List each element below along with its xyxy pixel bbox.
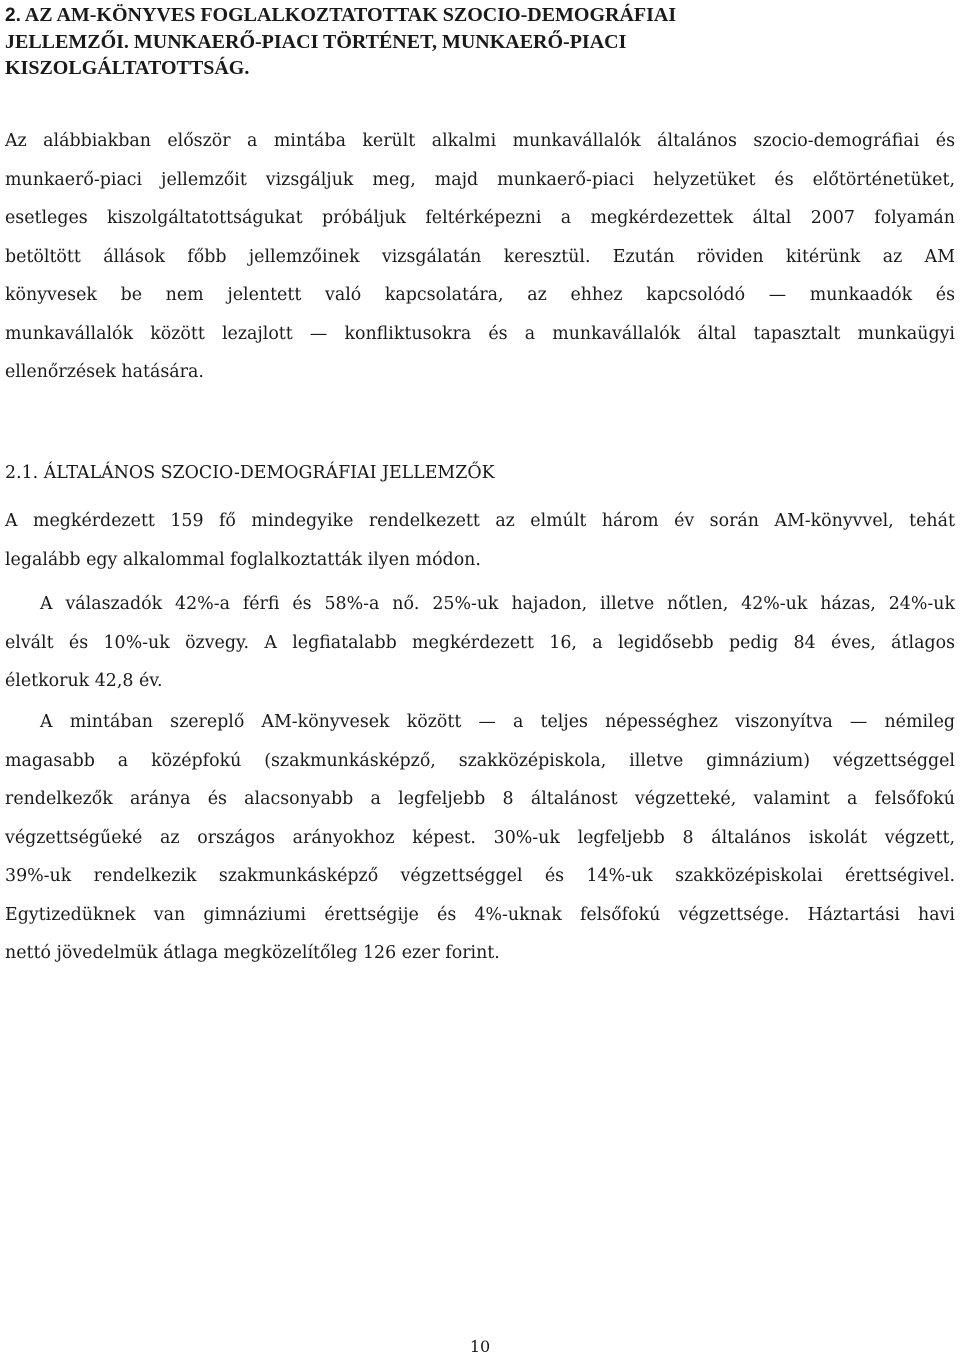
intro-line: ellenőrzések hatására. [5,362,204,382]
paragraph-education [5,703,955,973]
page-number: 10 [469,1337,491,1356]
paragraph-line: nettó jövedelmük átlaga megközelítőleg 126 ezer forint. [5,943,500,963]
paragraph-line: A mintában szereplő AM-könyvesek között — a teljes népességhez viszonyítva — némileg [40,712,955,732]
intro-line: könyvesek be nem jelentett való kapcsolatára, az ehhez kapcsolódó — munkaadók és [5,285,955,305]
intro-line: Az alábbiakban először a mintába került alkalmi munkavállalók általános szocio-demográfiai és [5,131,955,151]
paragraph-sample-size [5,502,955,579]
paragraph-line: A megkérdezett 159 fő mindegyike rendelkezett az elmúlt három év során AM-könyvvel, tehát [5,511,955,531]
chapter-title-text-1: AZ AM-KÖNYVES FOGLALKOZTATOTTAK SZOCIO-DEMOGRÁFIAI [24,4,677,26]
intro-line: munkaerő-piaci jellemzőit vizsgáljuk meg, majd munkaerő-piaci helyzetüket és előtörténetüket, [5,169,955,190]
paragraph-line: rendelkezők aránya és alacsonyabb a legfeljebb 8 általánost végzetteké, valamint a felsőfokú [5,789,955,809]
chapter-number: 2. [5,5,21,26]
paragraph-line: 39%-uk rendelkezik szakmunkásképző végzettséggel és 14%-uk szakközépiskolai érettségivel. [5,866,955,886]
intro-line: munkavállalók között lezajlott — konfliktusokra és a munkavállalók által tapasztalt munkaügyi [5,323,955,344]
chapter-title [5,2,905,81]
section-heading: 2.1. ÁLTALÁNOS SZOCIO-DEMOGRÁFIAI JELLEMZŐK [5,463,495,483]
intro-line: betöltött állások főbb jellemzőinek vizsgálatán keresztül. Ezután röviden kitérünk az AM [5,246,955,267]
paragraph-line: legalább egy alkalommal foglalkoztatták ilyen módon. [5,549,481,570]
paragraph-demographics [5,585,955,701]
intro-paragraph [5,122,955,392]
chapter-title-line-2: JELLEMZŐI. MUNKAERŐ-PIACI TÖRTÉNET, MUNKAERŐ-PIACI [5,31,627,53]
paragraph-line: végzettségűeké az országos arányokhoz képest. 30%-uk legfeljebb 8 általános iskolát végzett, [5,827,955,848]
intro-line: esetleges kiszolgáltatottságukat próbáljuk feltérképezni a megkérdezettek által 2007 folyamán [5,208,955,228]
paragraph-line: életkoruk 42,8 év. [5,671,163,691]
chapter-title-line-1 [5,2,905,29]
paragraph-line: A válaszadók 42%-a férfi és 58%-a nő. 25%-uk hajadon, illetve nőtlen, 42%-uk házas, 24%-uk [40,594,955,614]
paragraph-line: magasabb a középfokú (szakmunkásképző, szakközépiskola, illetve gimnázium) végzettséggel [5,750,955,771]
paragraph-line: Egytizedüknek van gimnáziumi érettségije és 4%-uknak felsőfokú végzettsége. Háztartási havi [5,904,955,925]
chapter-title-line-3: KISZOLGÁLTATOTTSÁG. [5,57,250,79]
paragraph-line: elvált és 10%-uk özvegy. A legfiatalabb megkérdezett 16, a legidősebb pedig 84 éves, átlagos [5,632,955,653]
